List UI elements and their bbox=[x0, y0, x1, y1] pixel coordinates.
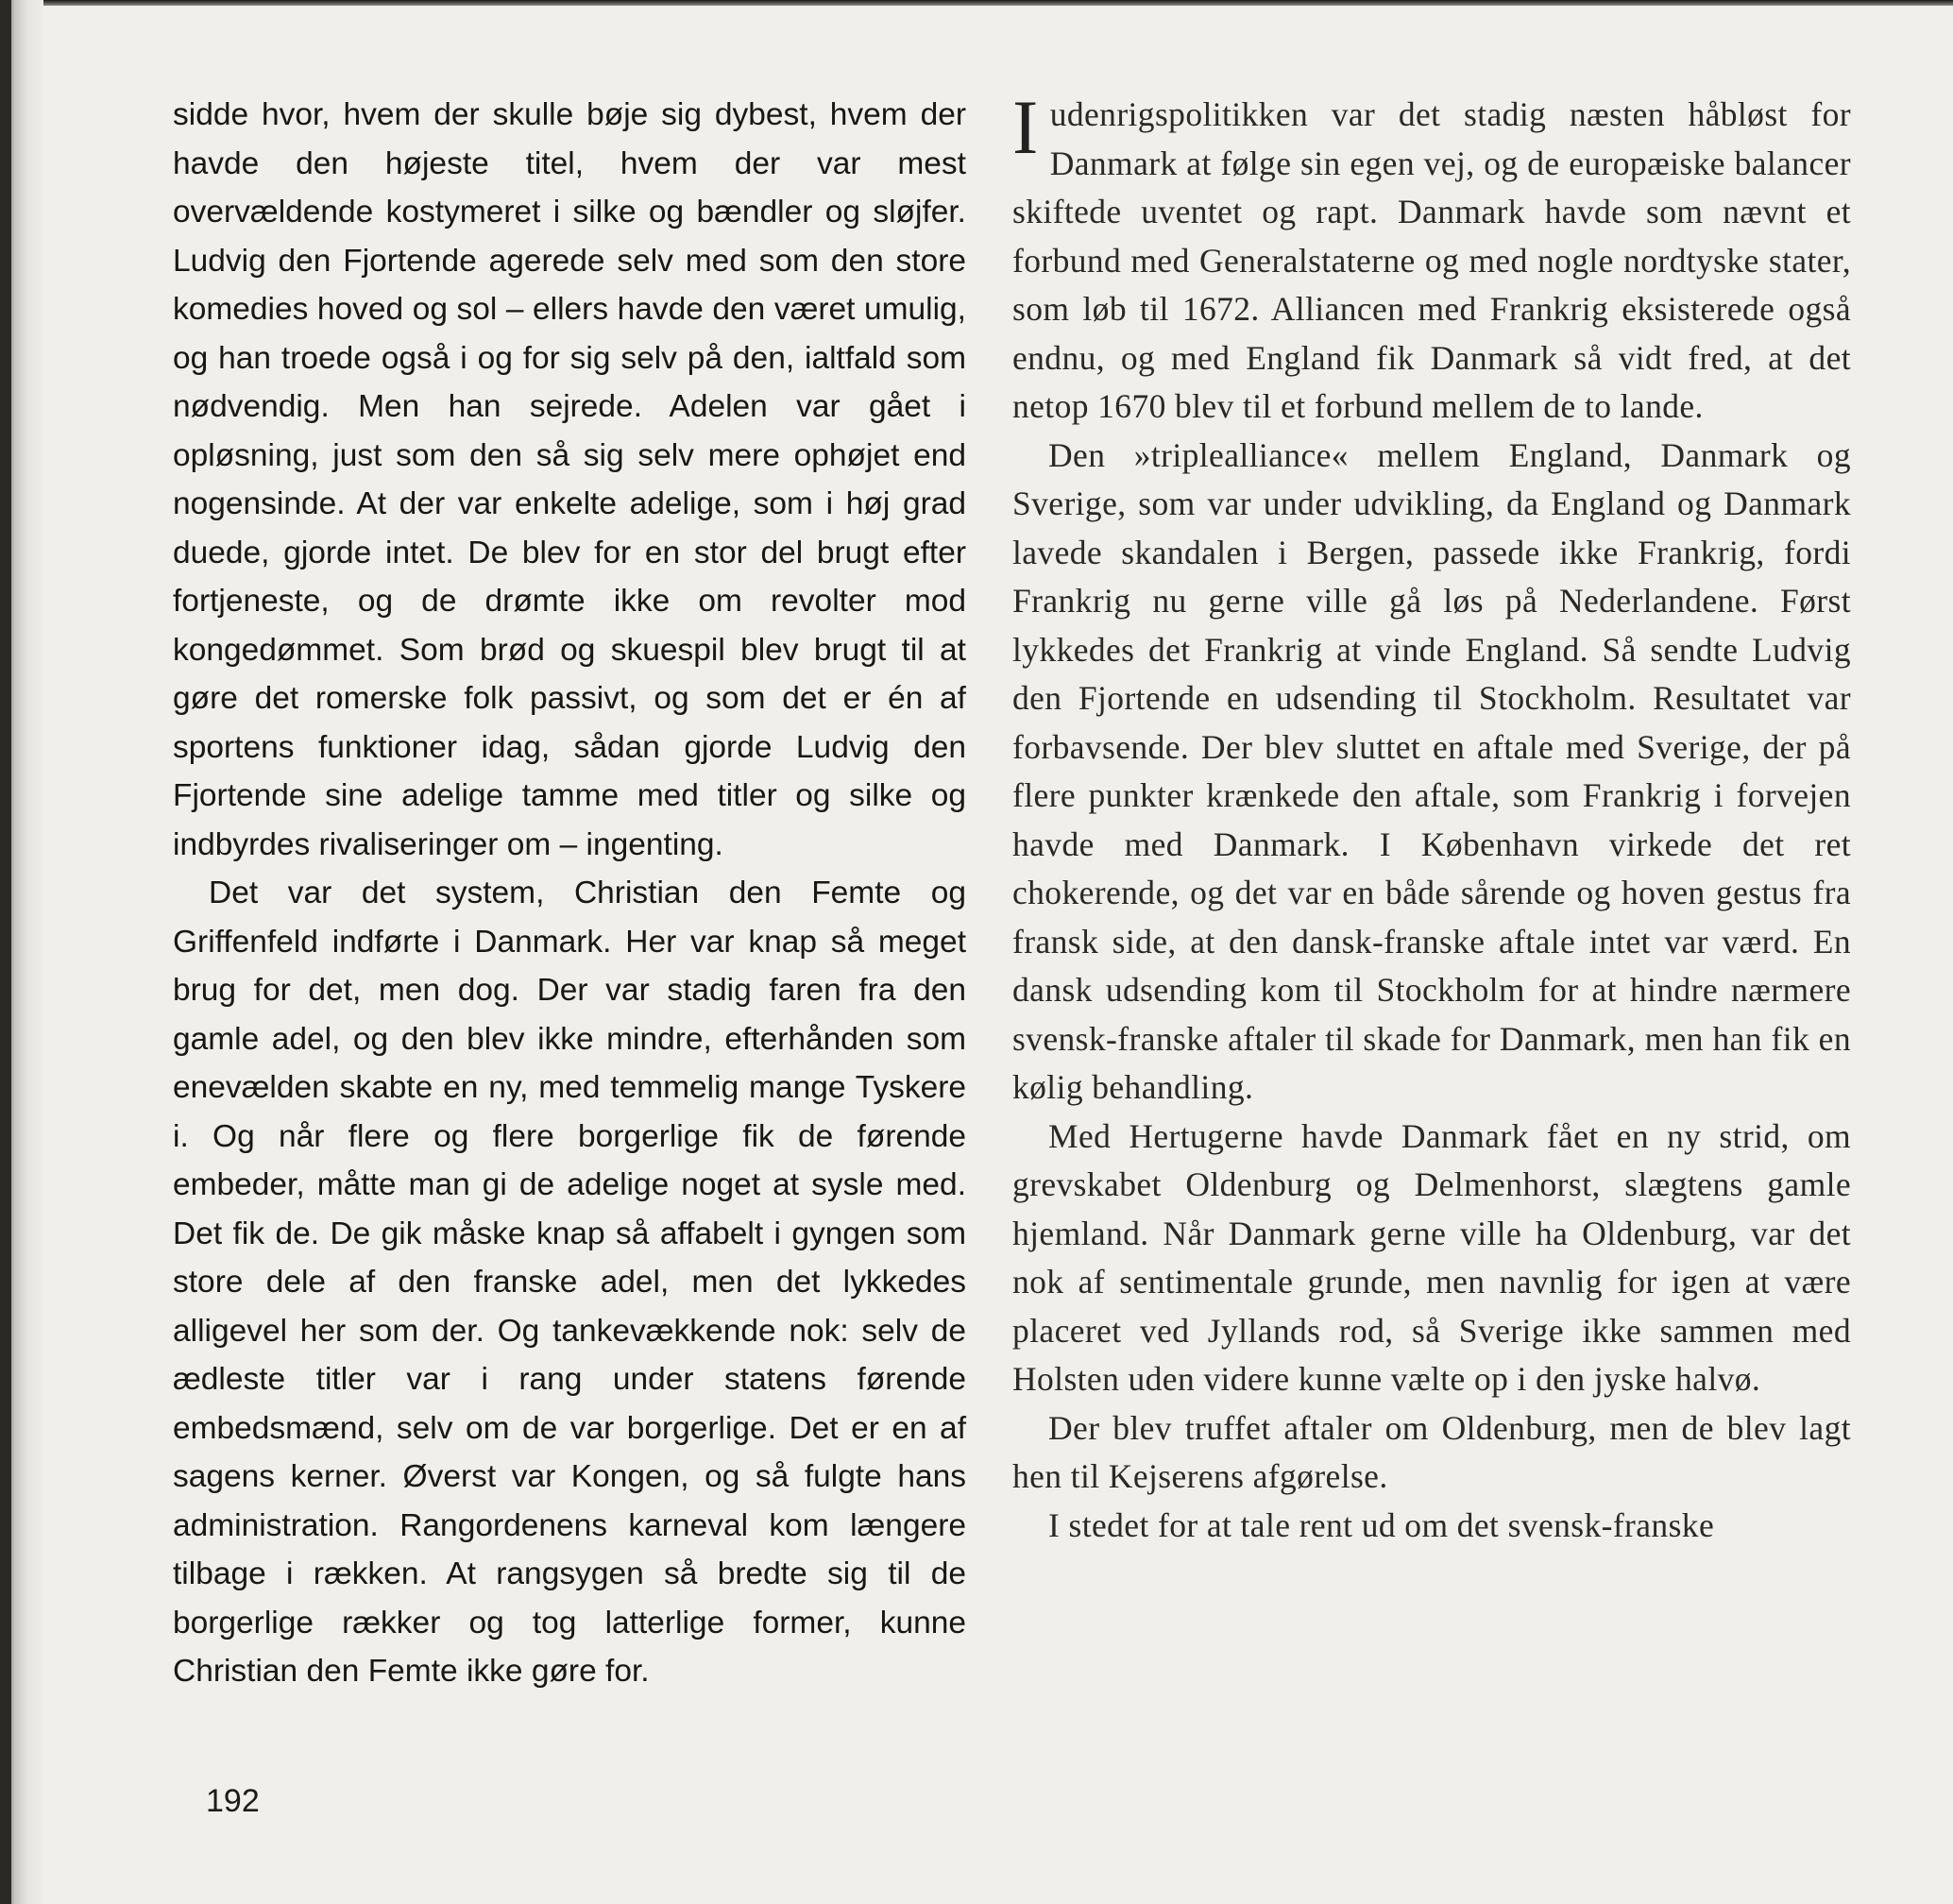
left-paragraph-1: sidde hvor, hvem der skulle bøje sig dybest, hvem der havde den højeste titel, hvem der var mest overvældende kostymeret i silke og bændler og sløjfer. Ludvig den Fjortende agerede selv med som den store komedies hoved og sol – ellers havde den været umulig, og han troede også i og for sig selv på den, ialtfald som nødvendig. Men han sejrede. Adelen var gået i opløsning, just som den så sig selv mere ophøjet end nogensinde. At der var enkelte adelige, som i høj grad duede, gjorde intet. De blev for en stor del brugt efter fortjeneste, og de drømte ikke om revolter mod kongedømmet. Som brød og skuespil blev brugt til at gøre det romerske folk passivt, og som det er én af sportens funktioner idag, sådan gjorde Ludvig den Fjortende sine adelige tamme med titler og silke og indbyrdes rivaliseringer om – ingenting. bbox=[173, 97, 966, 862]
right-paragraph-5: I stedet for at tale rent ud om det svensk-franske bbox=[1048, 1505, 1715, 1544]
right-paragraph-1-text: udenrigspolitikken var det stadig næsten håbløst for Danmark at følge sin egen vej, og de europæiske balancer skiftede uventet og rapt. Danmark havde som nævnt et forbund med Generalstaterne og med nogle nordtyske stater, som løb til 1672. Alliancen med Frankrig eksisterede også endnu, og med England fik Danmark så vidt fred, at det netop 1670 blev til et forbund mellem de to lande. bbox=[1012, 95, 1851, 425]
book-binding-edge bbox=[0, 0, 11, 1904]
right-paragraph-3: Med Hertugerne havde Danmark fået en ny strid, om grevskabet Oldenburg og Delmenhorst, slægtens gamle hjemland. Når Danmark gerne ville ha Oldenburg, var det nok af sentimentale grunde, men navnlig for igen at være placeret ved Jyllands rod, så Sverige ikke sammen med Holsten uden videre kunne vælte op i den jyske halvø. bbox=[1012, 1116, 1851, 1398]
left-text-column bbox=[173, 91, 966, 1696]
right-text-column bbox=[1012, 84, 1851, 1550]
right-paragraph-4: Der blev truffet aftaler om Oldenburg, men de blev lagt hen til Kejserens afgørelse. bbox=[1012, 1408, 1851, 1495]
drop-cap: I bbox=[1012, 84, 1039, 170]
right-paragraph-1 bbox=[1012, 84, 1851, 432]
left-paragraph-2: Det var det system, Christian den Femte og Griffenfeld indførte i Danmark. Her var knap så meget brug for det, men dog. Der var stadig faren fra den gamle adel, og den blev ikke mindre, efterhånden som enevælden skabte en ny, med temmelig mange Tyskere i. Og når flere og flere borgerlige fik de førende embeder, måtte man gi de adelige noget at sysle med. Det fik de. De gik måske knap så affabelt i gyngen som store dele af den franske adel, men det lykkedes alligevel her som der. Og tankevækkende nok: selv de ædleste titler var i rang under statens førende embedsmænd, selv om de var borgerlige. Det er en af sagens kerner. Øverst var Kongen, og så fulgte hans administration. Rangordenens karneval kom længere tilbage i rækken. At rangsygen så bredte sig til de borgerlige rækker og tog latterlige former, kunne Christian den Femte ikke gøre for. bbox=[173, 876, 966, 1689]
page-top-edge bbox=[43, 0, 1953, 6]
right-paragraph-2: Den »triplealliance« mellem England, Danmark og Sverige, som var under udvikling, da England og Danmark lavede skandalen i Bergen, passede ikke Frankrig, fordi Frankrig nu gerne ville gå løs på Nederlandene. Først lykkedes det Frankrig at vinde England. Så sendte Ludvig den Fjortende en udsending til Stockholm. Resultatet var forbavsende. Der blev sluttet en aftale med Sverige, der på flere punkter krænkede den aftale, som Frankrig i forvejen havde med Danmark. I København virkede det ret chokerende, og det var en både sårende og hoven gestus fra fransk side, at den dansk-franske aftale intet var værd. En dansk udsending kom til Stockholm for at hindre nærmere svensk-franske aftaler til skade for Danmark, men han fik en kølig behandling. bbox=[1012, 435, 1851, 1106]
page-number: 192 bbox=[206, 1783, 260, 1819]
